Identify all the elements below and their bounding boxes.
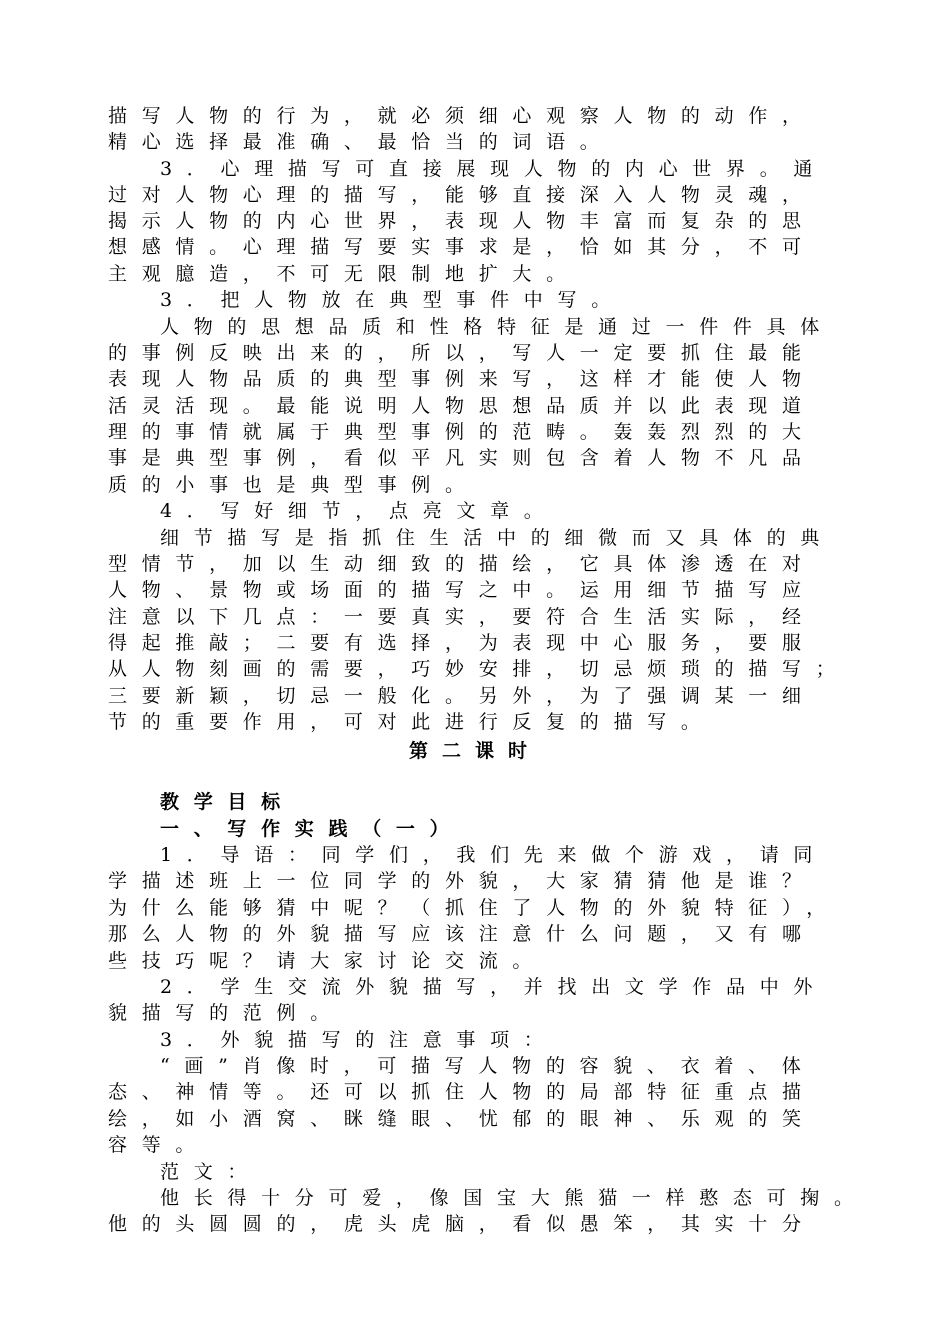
section-title: 第二课时 (408, 740, 541, 762)
text-line: “画”肖像时，可描写人物的容貌、衣着、体 (160, 1055, 816, 1077)
text-line: 细节描写是指抓住生活中的细微而又具体的典 (160, 527, 835, 549)
text-line: 范文： (160, 1161, 262, 1183)
text-line: 绘，如小酒窝、眯缝眼、忧郁的眼神、乐观的笑 (108, 1108, 816, 1130)
text-line: 为什么能够猜中呢？（抓住了人物的外貌特征）， (108, 897, 840, 919)
text-line: 那么人物的外貌描写应该注意什么问题，又有哪 (108, 923, 816, 945)
text-line: 的事例反映出来的，所以，写人一定要抓住最能 (108, 342, 816, 364)
text-line: 从人物刻画的需要，巧妙安排，切忌烦琐的描写； (108, 658, 850, 680)
text-line: 他的头圆圆的，虎头虎脑，看似愚笨，其实十分 (108, 1213, 816, 1235)
text-line: 过对人物心理的描写，能够直接深入人物灵魂， (108, 184, 816, 206)
text-line: 人物、景物或场面的描写之中。运用细节描写应 (108, 579, 816, 601)
text-line: 型情节，加以生动细致的描绘，它具体渗透在对 (108, 553, 816, 575)
text-line: 貌描写的范例。 (108, 1002, 344, 1024)
text-line: 主观臆造，不可无限制地扩大。 (108, 263, 580, 285)
text-line: 描写人物的行为，就必须细心观察人物的动作， (108, 105, 816, 127)
text-line: 得起推敲；二要有选择，为表现中心服务，要服 (108, 632, 816, 654)
text-line: 注意以下几点：一要真实，要符合生活实际，经 (108, 606, 816, 628)
text-line: 3．外貌描写的注意事项： (160, 1029, 558, 1051)
text-line: 三要新颖，切忌一般化。另外，为了强调某一细 (108, 685, 816, 707)
text-line: 1．导语：同学们，我们先来做个游戏，请同 (160, 844, 828, 866)
text-line: 活灵活现。最能说明人物思想品质并以此表现道 (108, 395, 816, 417)
text-line: 容等。 (108, 1134, 210, 1156)
text-line: 他长得十分可爱，像国宝大熊猫一样憨态可掬。 (160, 1187, 868, 1209)
text-line: 理的事情就属于典型事例的范畴。轰轰烈烈的大 (108, 421, 816, 443)
text-line: 些技巧呢？请大家讨论交流。 (108, 950, 547, 972)
text-line: 3．心理描写可直接展现人物的内心世界。通 (160, 158, 828, 180)
text-line: 揭示人物的内心世界，表现人物丰富而复杂的思 (108, 210, 816, 232)
text-line: 事是典型事例，看似平凡实则包含着人物不凡品 (108, 447, 816, 469)
text-line: 想感情。心理描写要实事求是，恰如其分，不可 (108, 236, 816, 258)
text-line: 质的小事也是典型事例。 (108, 474, 479, 496)
text-line: 人物的思想品质和性格特征是通过一件件具体 (160, 316, 835, 338)
text-line: 学描述班上一位同学的外貌，大家猜猜他是谁？ (108, 870, 816, 892)
text-line: 2．学生交流外貌描写，并找出文学作品中外 (160, 976, 828, 998)
text-line: 表现人物品质的典型事例来写，这样才能使人物 (108, 368, 816, 390)
text-line: 3．把人物放在典型事件中写。 (160, 289, 625, 311)
heading-teaching-goal: 教学目标 (160, 791, 295, 813)
text-line: 态、神情等。还可以抓住人物的局部特征重点描 (108, 1081, 816, 1103)
text-line: 节的重要作用，可对此进行反复的描写。 (108, 711, 715, 733)
text-line: 4．写好细节，点亮文章。 (160, 500, 558, 522)
heading-writing-practice: 一、写作实践（一） (160, 818, 464, 840)
text-line: 精心选择最准确、最恰当的词语。 (108, 131, 614, 153)
